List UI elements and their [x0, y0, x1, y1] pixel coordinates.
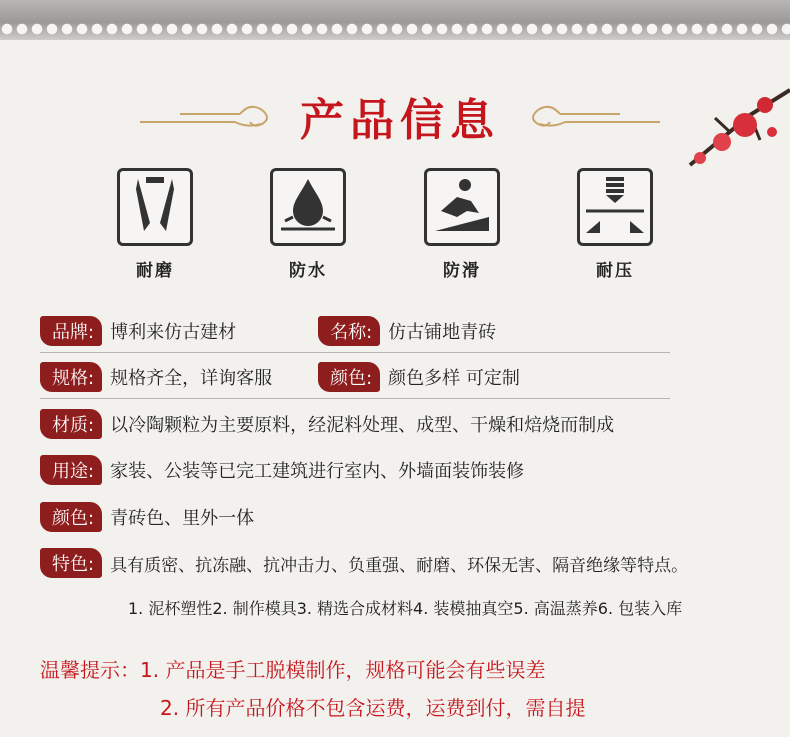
spec-value-feature: 具有质密、抗冻融、抗冲击力、负重强、耐磨、环保无害、隔音绝缘等特点。 [110, 555, 689, 576]
plum-blossom-decoration [660, 70, 790, 190]
spec-label-feature: 特色: [40, 548, 102, 578]
spec-row-size [40, 362, 520, 392]
feature-icons [115, 168, 675, 288]
spec-value-usage: 家装、公装等已完工建筑进行室内、外墙面装饰装修 [110, 461, 525, 482]
cloud-ornament-right [510, 92, 660, 132]
feature-slip [422, 168, 502, 281]
top-decorative-band [0, 0, 790, 40]
process-steps: 1. 泥杯塑性2. 制作模具3. 精选合成材料4. 装模抽真空5. 高温蒸养6. 包装入库 [128, 599, 683, 618]
spec-label-material: 材质: [40, 409, 102, 439]
feature-label: 耐磨 [136, 261, 174, 281]
divider [40, 352, 670, 353]
spec-row-usage [40, 455, 524, 485]
notice-line-2: 2. 所有产品价格不包含运费，运费到付，需自提 [160, 696, 586, 720]
feature-label: 防滑 [443, 261, 481, 281]
spec-value-size: 规格齐全，详询客服 [110, 368, 273, 389]
spec-row-brand [40, 316, 496, 346]
spec-value-name: 仿古铺地青砖 [388, 322, 497, 343]
wear-resistant-icon [117, 168, 193, 246]
page-title: 产品信息 [300, 95, 500, 146]
feature-water [268, 168, 348, 281]
spec-value-color: 颜色多样 可定制 [388, 368, 520, 389]
feature-label: 耐压 [596, 261, 634, 281]
waterproof-icon [270, 168, 346, 246]
spec-label-brand: 品牌: [40, 316, 102, 346]
feature-pressure [575, 168, 655, 281]
spec-label-color-detail: 颜色: [40, 502, 102, 532]
spec-row-color-detail [40, 502, 254, 532]
divider [40, 398, 670, 399]
spec-value-material: 以冷陶颗粒为主要原料，经泥料处理、成型、干燥和焙烧而制成 [110, 415, 615, 436]
spec-value-color-detail: 青砖色、里外一体 [110, 508, 255, 529]
pressure-resistant-icon [577, 168, 653, 246]
spec-row-feature [40, 548, 688, 578]
notice-line-1: 温馨提示：1. 产品是手工脱模制作，规格可能会有些误差 [40, 658, 546, 682]
spec-row-material [40, 409, 614, 439]
spec-label-size: 规格: [40, 362, 102, 392]
spec-value-brand: 博利来仿古建材 [110, 322, 237, 343]
feature-wear [115, 168, 195, 281]
anti-slip-icon [424, 168, 500, 246]
feature-label: 防水 [289, 261, 327, 281]
spec-label-usage: 用途: [40, 455, 102, 485]
section-title [140, 80, 660, 150]
spec-label-color: 颜色: [318, 362, 380, 392]
scalloped-border [0, 22, 790, 36]
spec-label-name: 名称: [318, 316, 380, 346]
